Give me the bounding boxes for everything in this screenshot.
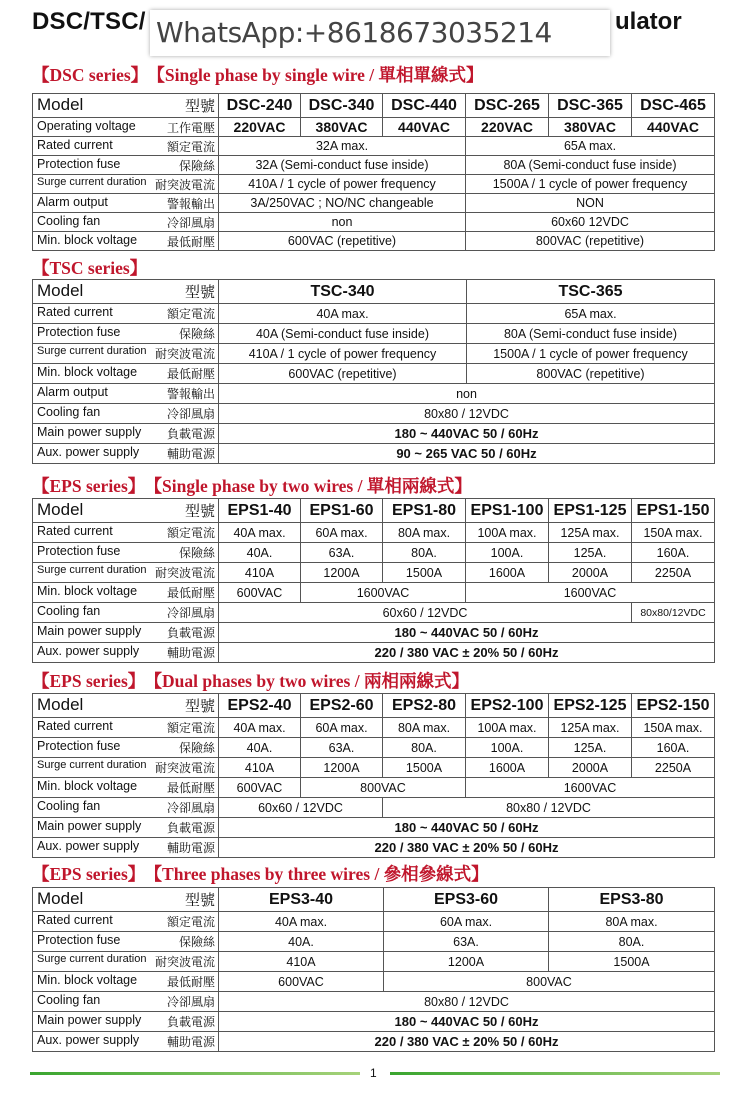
value-cell: 80A max. bbox=[383, 718, 466, 738]
value-cell: 600VAC bbox=[219, 778, 301, 798]
value-cell: 600VAC bbox=[219, 972, 384, 992]
value-cell: 63A. bbox=[301, 738, 383, 758]
section-series: 【TSC series】 bbox=[32, 258, 148, 278]
value-cell: 32A max. bbox=[219, 137, 466, 156]
row-label: Rated current 額定電流 bbox=[33, 304, 219, 324]
row-label: Aux. power supply 輔助電源 bbox=[33, 643, 219, 663]
whatsapp-overlay: WhatsApp:+8618673035214 bbox=[150, 10, 610, 56]
table-row bbox=[33, 694, 715, 718]
value-cell: 40A max. bbox=[219, 912, 384, 932]
value-cell: 1600VAC bbox=[466, 583, 715, 603]
row-label: Model 型號 bbox=[33, 280, 219, 304]
value-cell: 60A max. bbox=[301, 718, 383, 738]
value-cell: 80A. bbox=[383, 543, 466, 563]
value-cell: NON bbox=[466, 194, 715, 213]
table-row bbox=[33, 156, 715, 175]
value-cell: 40A max. bbox=[219, 523, 301, 543]
value-cell: non bbox=[219, 384, 715, 404]
value-cell: 63A. bbox=[301, 543, 383, 563]
table-row bbox=[33, 603, 715, 623]
table-row bbox=[33, 718, 715, 738]
value-cell: 125A. bbox=[549, 543, 632, 563]
value-cell: 180 ~ 440VAC 50 / 60Hz bbox=[219, 623, 715, 643]
table-row bbox=[33, 563, 715, 583]
voltage-cell: 220VAC bbox=[219, 118, 301, 137]
table-row bbox=[33, 523, 715, 543]
value-cell: 600VAC bbox=[219, 583, 301, 603]
value-cell: 40A. bbox=[219, 932, 384, 952]
voltage-cell: 440VAC bbox=[383, 118, 466, 137]
table-row bbox=[33, 738, 715, 758]
table-row bbox=[33, 778, 715, 798]
table-row bbox=[33, 213, 715, 232]
value-cell: 60x60 12VDC bbox=[466, 213, 715, 232]
value-cell: 180 ~ 440VAC 50 / 60Hz bbox=[219, 424, 715, 444]
tsc-spec-table bbox=[32, 279, 715, 464]
table-row bbox=[33, 499, 715, 523]
tsc-section-heading bbox=[32, 255, 155, 280]
row-label: Main power supply 負載電源 bbox=[33, 1012, 219, 1032]
page-title: DSC/TSC/ bbox=[32, 8, 146, 35]
table-row bbox=[33, 912, 715, 932]
value-cell: 1500A bbox=[549, 952, 715, 972]
row-label: Surge current duration 耐突波電流 bbox=[33, 758, 219, 778]
table-row bbox=[33, 758, 715, 778]
value-cell: 800VAC bbox=[301, 778, 466, 798]
value-cell: 160A. bbox=[632, 738, 715, 758]
value-cell: 80A. bbox=[549, 932, 715, 952]
row-label: Protection fuse 保險絲 bbox=[33, 324, 219, 344]
eps1-section-heading bbox=[32, 473, 472, 498]
model-cell: EPS2-80 bbox=[383, 694, 466, 718]
dsc-spec-table bbox=[32, 93, 715, 251]
value-cell: 180 ~ 440VAC 50 / 60Hz bbox=[219, 818, 715, 838]
row-label: Cooling fan 冷卻風扇 bbox=[33, 798, 219, 818]
value-cell: 410A bbox=[219, 563, 301, 583]
section-series: 【DSC series】 bbox=[32, 65, 149, 85]
value-cell: 410A / 1 cycle of power frequency bbox=[219, 175, 466, 194]
value-cell: 40A (Semi-conduct fuse inside) bbox=[219, 324, 467, 344]
row-label: Main power supply 負載電源 bbox=[33, 424, 219, 444]
value-cell: non bbox=[219, 213, 466, 232]
value-cell: 1200A bbox=[384, 952, 549, 972]
value-cell: 1600VAC bbox=[466, 778, 715, 798]
row-label: Min. block voltage 最低耐壓 bbox=[33, 972, 219, 992]
eps3-spec-table bbox=[32, 887, 715, 1052]
voltage-cell: 380VAC bbox=[549, 118, 632, 137]
value-cell: 3A/250VAC ; NO/NC changeable bbox=[219, 194, 466, 213]
value-cell: 60x60 / 12VDC bbox=[219, 798, 383, 818]
value-cell: 100A max. bbox=[466, 718, 549, 738]
model-cell: EPS1-100 bbox=[466, 499, 549, 523]
value-cell: 65A max. bbox=[467, 304, 715, 324]
row-label: Surge current duration 耐突波電流 bbox=[33, 952, 219, 972]
value-cell: 220 / 380 VAC ± 20% 50 / 60Hz bbox=[219, 838, 715, 858]
value-cell: 80x80/12VDC bbox=[632, 603, 715, 623]
row-label: Alarm output 警報輸出 bbox=[33, 194, 219, 213]
value-cell: 1600A bbox=[466, 758, 549, 778]
table-row bbox=[33, 543, 715, 563]
table-row bbox=[33, 194, 715, 213]
table-row bbox=[33, 344, 715, 364]
row-label: Rated current 額定電流 bbox=[33, 523, 219, 543]
value-cell: 800VAC (repetitive) bbox=[466, 232, 715, 251]
table-row bbox=[33, 424, 715, 444]
value-cell: 80A. bbox=[383, 738, 466, 758]
value-cell: 1500A bbox=[383, 563, 466, 583]
row-label: Cooling fan 冷卻風扇 bbox=[33, 213, 219, 232]
model-cell: EPS2-150 bbox=[632, 694, 715, 718]
row-label: Surge current duration 耐突波電流 bbox=[33, 175, 219, 194]
table-row bbox=[33, 1012, 715, 1032]
row-label: Aux. power supply 輔助電源 bbox=[33, 838, 219, 858]
value-cell: 1500A / 1 cycle of power frequency bbox=[467, 344, 715, 364]
value-cell: 2000A bbox=[549, 758, 632, 778]
model-cell: EPS3-80 bbox=[549, 888, 715, 912]
model-cell: EPS2-100 bbox=[466, 694, 549, 718]
row-label: Operating voltage 工作電壓 bbox=[33, 118, 219, 137]
value-cell: 80x80 / 12VDC bbox=[219, 992, 715, 1012]
value-cell: 410A / 1 cycle of power frequency bbox=[219, 344, 467, 364]
row-label: Main power supply 負載電源 bbox=[33, 623, 219, 643]
model-cell: EPS1-40 bbox=[219, 499, 301, 523]
table-row bbox=[33, 818, 715, 838]
value-cell: 410A bbox=[219, 758, 301, 778]
model-cell: EPS1-80 bbox=[383, 499, 466, 523]
table-row bbox=[33, 384, 715, 404]
value-cell: 40A. bbox=[219, 543, 301, 563]
table-row bbox=[33, 364, 715, 384]
row-label: Protection fuse 保險絲 bbox=[33, 738, 219, 758]
model-cell: EPS2-40 bbox=[219, 694, 301, 718]
model-cell: EPS1-60 bbox=[301, 499, 383, 523]
row-label: Rated current 額定電流 bbox=[33, 912, 219, 932]
value-cell: 40A max. bbox=[219, 304, 467, 324]
value-cell: 60x60 / 12VDC bbox=[219, 603, 632, 623]
value-cell: 60A max. bbox=[301, 523, 383, 543]
value-cell: 80A max. bbox=[383, 523, 466, 543]
row-label: Cooling fan 冷卻風扇 bbox=[33, 404, 219, 424]
row-label: Rated current 額定電流 bbox=[33, 137, 219, 156]
value-cell: 125A. bbox=[549, 738, 632, 758]
voltage-cell: 220VAC bbox=[466, 118, 549, 137]
voltage-cell: 380VAC bbox=[301, 118, 383, 137]
footer-divider-left bbox=[30, 1072, 360, 1075]
row-label: Model 型號 bbox=[33, 94, 219, 118]
value-cell: 1500A / 1 cycle of power frequency bbox=[466, 175, 715, 194]
value-cell: 1500A bbox=[383, 758, 466, 778]
value-cell: 100A. bbox=[466, 738, 549, 758]
table-row bbox=[33, 175, 715, 194]
value-cell: 90 ~ 265 VAC 50 / 60Hz bbox=[219, 444, 715, 464]
value-cell: 220 / 380 VAC ± 20% 50 / 60Hz bbox=[219, 1032, 715, 1052]
value-cell: 180 ~ 440VAC 50 / 60Hz bbox=[219, 1012, 715, 1032]
value-cell: 160A. bbox=[632, 543, 715, 563]
value-cell: 100A. bbox=[466, 543, 549, 563]
model-cell: EPS2-60 bbox=[301, 694, 383, 718]
row-label: Surge current duration 耐突波電流 bbox=[33, 344, 219, 364]
value-cell: 65A max. bbox=[466, 137, 715, 156]
model-cell: EPS2-125 bbox=[549, 694, 632, 718]
row-label: Surge current duration 耐突波電流 bbox=[33, 563, 219, 583]
model-cell: EPS3-60 bbox=[384, 888, 549, 912]
value-cell: 410A bbox=[219, 952, 384, 972]
row-label: Protection fuse 保險絲 bbox=[33, 156, 219, 175]
value-cell: 2000A bbox=[549, 563, 632, 583]
value-cell: 220 / 380 VAC ± 20% 50 / 60Hz bbox=[219, 643, 715, 663]
model-cell: DSC-265 bbox=[466, 94, 549, 118]
row-label: Alarm output 警報輸出 bbox=[33, 384, 219, 404]
value-cell: 80A max. bbox=[549, 912, 715, 932]
row-label: Aux. power supply 輔助電源 bbox=[33, 1032, 219, 1052]
table-row bbox=[33, 1032, 715, 1052]
value-cell: 80A (Semi-conduct fuse inside) bbox=[467, 324, 715, 344]
section-desc: 【Dual phases by two wires / 兩相兩線式】 bbox=[153, 671, 469, 691]
value-cell: 1200A bbox=[301, 758, 383, 778]
value-cell: 600VAC (repetitive) bbox=[219, 364, 467, 384]
value-cell: 80x80 / 12VDC bbox=[383, 798, 715, 818]
value-cell: 80x80 / 12VDC bbox=[219, 404, 715, 424]
value-cell: 800VAC (repetitive) bbox=[467, 364, 715, 384]
row-label: Model 型號 bbox=[33, 499, 219, 523]
eps2-spec-table bbox=[32, 693, 715, 858]
row-label: Model 型號 bbox=[33, 694, 219, 718]
row-label: Main power supply 負載電源 bbox=[33, 818, 219, 838]
table-row bbox=[33, 118, 715, 137]
value-cell: 40A. bbox=[219, 738, 301, 758]
model-cell: DSC-365 bbox=[549, 94, 632, 118]
model-cell: DSC-240 bbox=[219, 94, 301, 118]
table-row bbox=[33, 404, 715, 424]
section-series: 【EPS series】 bbox=[32, 476, 146, 496]
value-cell: 125A max. bbox=[549, 523, 632, 543]
value-cell: 2250A bbox=[632, 758, 715, 778]
value-cell: 1200A bbox=[301, 563, 383, 583]
table-row bbox=[33, 137, 715, 156]
model-cell: DSC-440 bbox=[383, 94, 466, 118]
model-cell: DSC-465 bbox=[632, 94, 715, 118]
value-cell: 2250A bbox=[632, 563, 715, 583]
table-row bbox=[33, 232, 715, 251]
model-cell: EPS3-40 bbox=[219, 888, 384, 912]
footer-divider-right bbox=[390, 1072, 720, 1075]
value-cell: 63A. bbox=[384, 932, 549, 952]
row-label: Aux. power supply 輔助電源 bbox=[33, 444, 219, 464]
eps1-spec-table bbox=[32, 498, 715, 663]
row-label: Cooling fan 冷卻風扇 bbox=[33, 992, 219, 1012]
section-series: 【EPS series】 bbox=[32, 864, 146, 884]
section-desc: 【Three phases by three wires / 參相參線式】 bbox=[153, 864, 489, 884]
row-label: Min. block voltage 最低耐壓 bbox=[33, 778, 219, 798]
value-cell: 80A (Semi-conduct fuse inside) bbox=[466, 156, 715, 175]
table-row bbox=[33, 932, 715, 952]
row-label: Model 型號 bbox=[33, 888, 219, 912]
model-cell: EPS1-150 bbox=[632, 499, 715, 523]
section-desc: 【Single phase by two wires / 單相兩線式】 bbox=[153, 476, 472, 496]
table-row bbox=[33, 444, 715, 464]
value-cell: 150A max. bbox=[632, 523, 715, 543]
dsc-section-heading bbox=[32, 62, 484, 87]
model-cell: TSC-340 bbox=[219, 280, 467, 304]
table-row bbox=[33, 280, 715, 304]
table-row bbox=[33, 304, 715, 324]
table-row bbox=[33, 623, 715, 643]
table-row bbox=[33, 838, 715, 858]
row-label: Min. block voltage 最低耐壓 bbox=[33, 583, 219, 603]
row-label: Cooling fan 冷卻風扇 bbox=[33, 603, 219, 623]
value-cell: 150A max. bbox=[632, 718, 715, 738]
row-label: Protection fuse 保險絲 bbox=[33, 543, 219, 563]
value-cell: 1600A bbox=[466, 563, 549, 583]
value-cell: 125A max. bbox=[549, 718, 632, 738]
eps3-section-heading bbox=[32, 861, 489, 886]
table-row bbox=[33, 952, 715, 972]
value-cell: 800VAC bbox=[384, 972, 715, 992]
value-cell: 600VAC (repetitive) bbox=[219, 232, 466, 251]
table-row bbox=[33, 888, 715, 912]
row-label: Rated current 額定電流 bbox=[33, 718, 219, 738]
table-row bbox=[33, 992, 715, 1012]
table-row bbox=[33, 94, 715, 118]
table-row bbox=[33, 798, 715, 818]
row-label: Min. block voltage 最低耐壓 bbox=[33, 364, 219, 384]
value-cell: 40A max. bbox=[219, 718, 301, 738]
table-row bbox=[33, 583, 715, 603]
table-row bbox=[33, 643, 715, 663]
voltage-cell: 440VAC bbox=[632, 118, 715, 137]
model-cell: DSC-340 bbox=[301, 94, 383, 118]
page-number: 1 bbox=[370, 1066, 377, 1080]
section-desc: 【Single phase by single wire / 單相單線式】 bbox=[156, 65, 484, 85]
value-cell: 1600VAC bbox=[301, 583, 466, 603]
eps2-section-heading bbox=[32, 668, 469, 693]
value-cell: 60A max. bbox=[384, 912, 549, 932]
row-label: Protection fuse 保險絲 bbox=[33, 932, 219, 952]
row-label: Min. block voltage 最低耐壓 bbox=[33, 232, 219, 251]
model-cell: TSC-365 bbox=[467, 280, 715, 304]
page-title-suffix: ulator bbox=[615, 8, 682, 35]
value-cell: 100A max. bbox=[466, 523, 549, 543]
model-cell: EPS1-125 bbox=[549, 499, 632, 523]
table-row bbox=[33, 972, 715, 992]
value-cell: 32A (Semi-conduct fuse inside) bbox=[219, 156, 466, 175]
section-series: 【EPS series】 bbox=[32, 671, 146, 691]
table-row bbox=[33, 324, 715, 344]
